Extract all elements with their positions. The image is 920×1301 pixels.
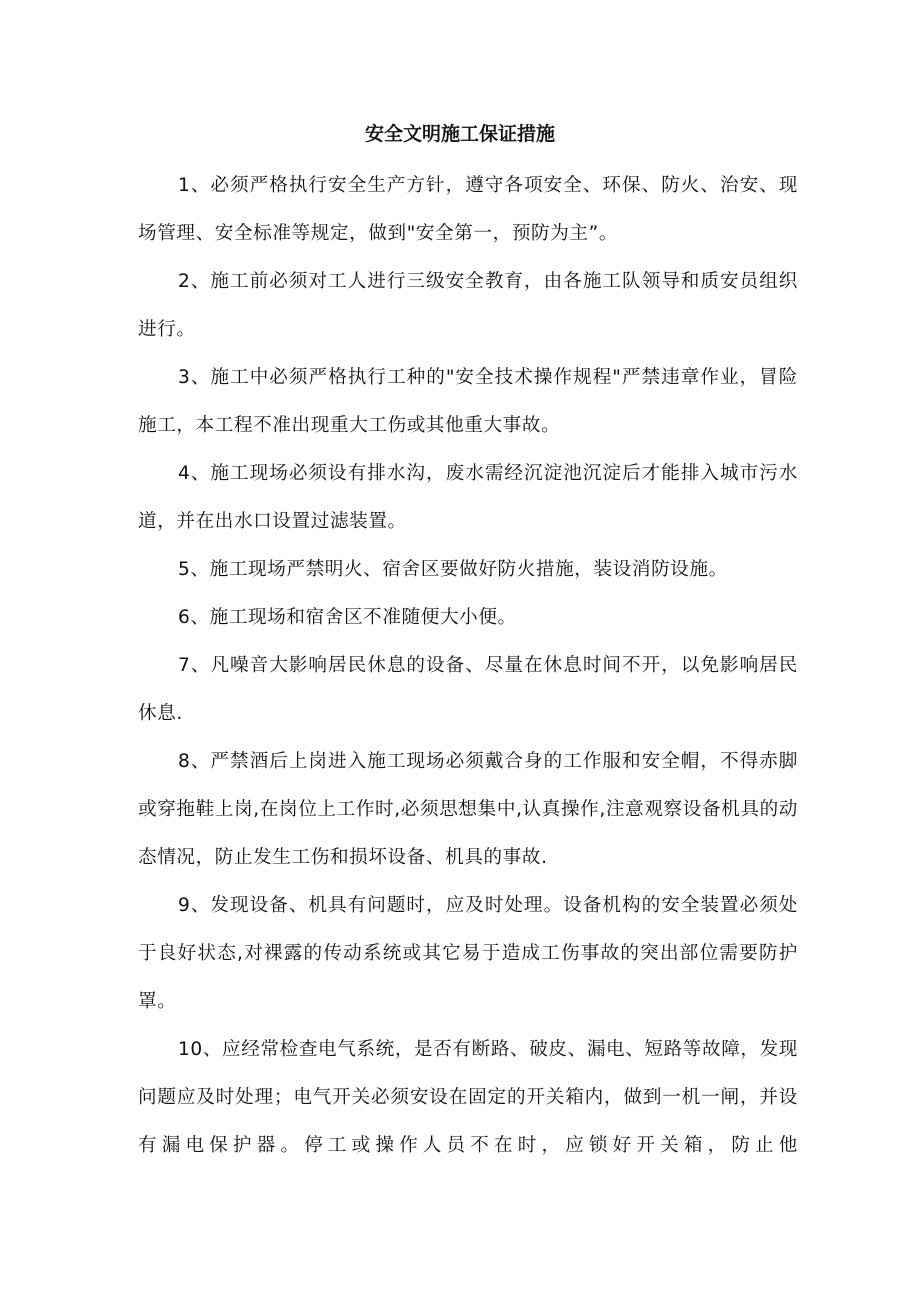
paragraph-5: 5、施工现场严禁明火、宿舍区要做好防火措施，装设消防设施。 xyxy=(178,559,728,580)
paragraph-7: 7、凡噪音大影响居民休息的设备、尽量在休息时间不开，以免影响居民休息. xyxy=(138,655,798,724)
paragraph-10: 10、应经常检查电气系统，是否有断路、破皮、漏电、短路等故障，发现问题应及时处理；电气开关必须安设在固定的开关箱内，做到一机一闸，并设有漏电保护器。停工或操作人员不在时，应锁好开关箱，防止他 xyxy=(138,1039,798,1156)
document-body xyxy=(138,162,798,1170)
paragraph-8: 8、严禁酒后上岗进入施工现场必须戴合身的工作服和安全帽，不得赤脚或穿拖鞋上岗,在岗位上工作时,必须思想集中,认真操作,注意观察设备机具的动态情况，防止发生工伤和损坏设备、机具的事故. xyxy=(138,751,798,868)
paragraph-3: 3、施工中必须严格执行工种的"安全技术操作规程"严禁违章作业，冒险施工，本工程不准出现重大工伤或其他重大事故。 xyxy=(138,367,798,436)
paragraph-2: 2、施工前必须对工人进行三级安全教育，由各施工队领导和质安员组织进行。 xyxy=(138,271,798,340)
document-title: 安全文明施工保证措施 xyxy=(364,123,555,145)
paragraph-4: 4、施工现场必须设有排水沟，废水需经沉淀池沉淀后才能排入城市污水道，并在出水口设置过滤装置。 xyxy=(138,463,798,532)
paragraph-9: 9、发现设备、机具有问题时，应及时处理。设备机构的安全装置必须处于良好状态,对裸露的传动系统或其它易于造成工伤事故的突出部位需要防护罩。 xyxy=(138,895,798,1012)
paragraph-1: 1、必须严格执行安全生产方针，遵守各项安全、环保、防火、治安、现场管理、安全标准等规定，做到"安全第一，预防为主”。 xyxy=(138,175,798,244)
paragraph-6: 6、施工现场和宿舍区不准随便大小便。 xyxy=(178,607,517,628)
